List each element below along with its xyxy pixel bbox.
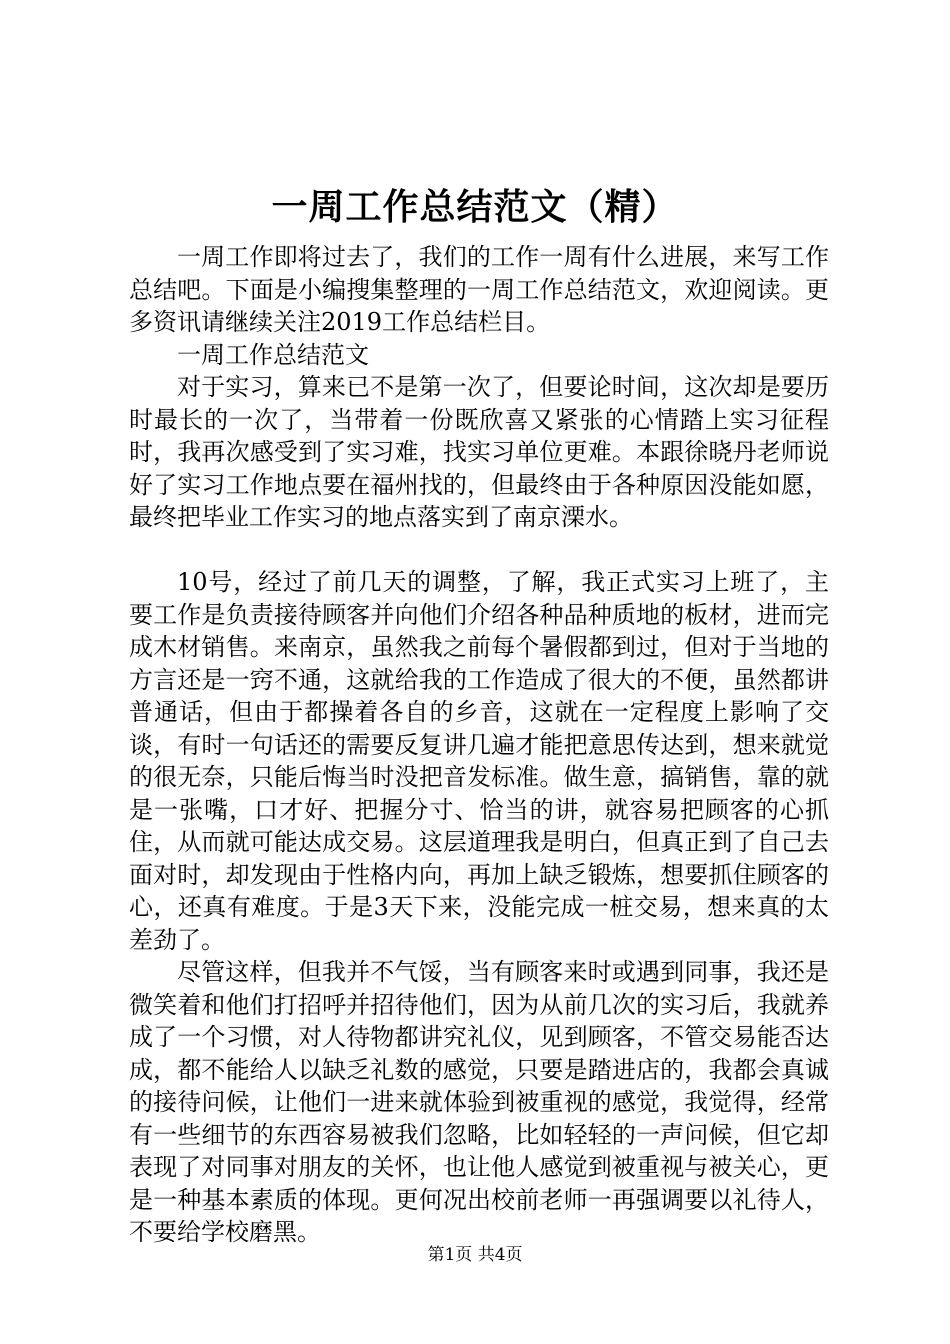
intro-paragraph: 一周工作即将过去了，我们的工作一周有什么进展，来写工作总结吧。下面是小编搜集整理的一周工作总结范文，欢迎阅读。更多资讯请继续关注2019工作总结栏目。 <box>129 243 829 336</box>
document-title: 一周工作总结范文（精） <box>271 186 679 228</box>
body-paragraph-first-day: 10号，经过了前几天的调整，了解，我正式实习上班了，主要工作是负责接待顾客并向他们介绍各种品种质地的板材，进而完成木材销售。来南京，虽然我之前每个暑假都到过，但对于当地的方言还是一窍不通，这就给我的工作造成了很大的不便，虽然都讲普通话，但由于都操着各自的乡音，这就在一定程度上影响了交谈，有时一句话还的需要反复讲几遍才能把意思传达到，想来就觉的很无奈，只能后悔当时没把音发标准。做生意，搞销售，靠的就是一张嘴，口才好、把握分寸、恰当的讲，就容易把顾客的心抓住，从而就可能达成交易。这层道理我是明白，但真正到了自己去面对时，却发现由于性格内向，再加上缺乏锻炼，想要抓住顾客的心，还真有难度。于是3天下来，没能完成一桩交易，想来真的太差劲了。 <box>129 568 829 954</box>
page-footer: 第1页 共4页 <box>427 1245 523 1265</box>
body-paragraph-internship: 对于实习，算来已不是第一次了，但要论时间，这次却是要历时最长的一次了，当带着一份既欣喜又紧张的心情踏上实习征程时，我再次感受到了实习难，找实习单位更难。本跟徐晓丹老师说好了实习工作地点要在福州找的，但最终由于各种原因没能如愿，最终把毕业工作实习的地点落实到了南京溧水。 <box>129 373 829 531</box>
document-body <box>129 241 829 1249</box>
section-heading: 一周工作总结范文 <box>177 340 369 369</box>
body-paragraph-etiquette: 尽管这样，但我并不气馁，当有顾客来时或遇到同事，我还是微笑着和他们打招呼并招待他们，因为从前几次的实习后，我就养成了一个习惯，对人待物都讲究礼仪，见到顾客，不管交易能否达成，都不能给人以缺乏礼数的感觉，只要是踏进店的，我都会真诚的接待问候，让他们一进来就体验到被重视的感觉，我觉得，经常有一些细节的东西容易被我们忽略，比如轻轻的一声问候，但它却表现了对同事对朋友的关怀，也让他人感觉到被重视与被关心，更是一种基本素质的体现。更何况出校前老师一再强调要以礼待人，不要给学校磨黑。 <box>129 958 829 1246</box>
